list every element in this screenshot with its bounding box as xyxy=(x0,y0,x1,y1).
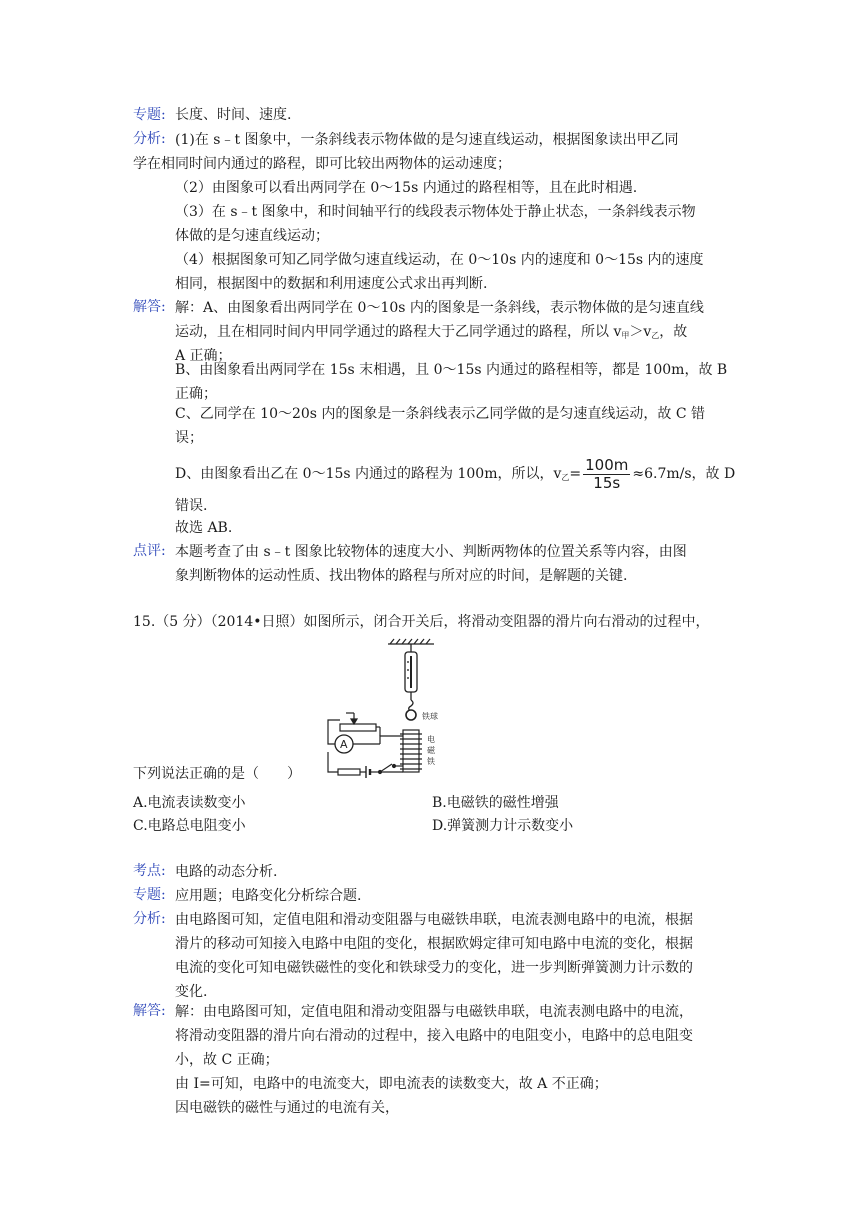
jieda-line: 由 I=可知，电路中的电流变大，即电流表的读数变大，故 A 不正确； xyxy=(175,1076,608,1092)
jieda-label: 解答: xyxy=(133,1003,166,1019)
jieda-line: 将滑动变阻器的滑片向右滑动的过程中，接入电路中的电阻变小，电路中的总电阻变 xyxy=(175,1028,693,1044)
zhuanti-label: 专题: xyxy=(133,887,166,903)
zhuanti-text: 应用题；电路变化分析综合题. xyxy=(175,888,362,904)
question-stem: 15.（5 分）（2014•日照）如图所示，闭合开关后，将滑动变阻器的滑片向右滑动的过程中， xyxy=(133,614,710,630)
jieda-line: 因电磁铁的磁性与通过的电流有关， xyxy=(175,1100,399,1116)
fenxi-line: 相同，根据图中的数据和利用速度公式求出再判断. xyxy=(175,276,488,292)
option-d: D.弹簧测力计示数变小 xyxy=(432,818,574,834)
jieda-line: 解：A、由图象看出两同学在 0～10s 内的图象是一条斜线，表示物体做的是匀速直线 xyxy=(175,300,704,316)
jieda-line: B、由图象看出两同学在 15s 末相遇，且 0～15s 内通过的路程相等，都是 100m，故 B xyxy=(175,362,728,378)
kaodian-text: 电路的动态分析. xyxy=(175,864,278,880)
fenxi-line: 体做的是匀速直线运动； xyxy=(175,228,329,244)
circuit-figure xyxy=(310,638,460,780)
jieda-line: 误； xyxy=(175,430,203,446)
jieda-line: 正确； xyxy=(175,386,217,402)
fenxi-line: 电流的变化可知电磁铁磁性的变化和铁球受力的变化，进一步判断弹簧测力计示数的 xyxy=(175,960,693,976)
fenxi-label: 分析: xyxy=(133,131,166,147)
option-b: B.电磁铁的磁性增强 xyxy=(432,795,559,811)
electromagnet-label-2: 磁 xyxy=(427,746,435,755)
electromagnet-label-1: 电 xyxy=(427,735,435,744)
fenxi-line: （4）根据图象可知乙同学做匀速直线运动，在 0～10s 内的速度和 0～15s 内的速度 xyxy=(175,252,704,268)
ammeter-label: A xyxy=(340,738,348,751)
dianping-line: 本题考查了由 s﹣t 图象比较物体的速度大小、判断两物体的位置关系等内容，由图 xyxy=(175,544,687,560)
rheostat xyxy=(340,713,380,736)
electromagnet-label-3: 铁 xyxy=(427,757,435,766)
fenxi-line: 由电路图可知，定值电阻和滑动变阻器与电磁铁串联，电流表测电路中的电流，根据 xyxy=(175,912,693,928)
electromagnet xyxy=(400,730,422,772)
jieda-line: 运动，且在相同时间内甲同学通过的路程大于乙同学通过的路程，所以 $v_甲>v_乙$，故 xyxy=(175,324,688,340)
option-a: A.电流表读数变小 xyxy=(133,795,246,811)
jieda-line: 小，故 C 正确； xyxy=(175,1052,279,1068)
jieda-line: 解：由电路图可知，定值电阻和滑动变阻器与电磁铁串联，电流表测电路中的电流， xyxy=(175,1004,693,1020)
iron-ball-label: 铁球 xyxy=(422,712,438,721)
fenxi-line: 变化. xyxy=(175,984,208,1000)
dianping-line: 象判断物体的运动性质、找出物体的路程与所对应的时间，是解题的关键. xyxy=(175,568,628,584)
zhuanti-label: 专题: xyxy=(133,107,166,123)
spring-scale xyxy=(405,644,417,711)
kaodian-label: 考点: xyxy=(133,863,166,879)
fenxi-line: （2）由图象可以看出两同学在 0～15s 内通过的路程相等，且在此时相遇. xyxy=(175,180,638,196)
jieda-line: A 正确； xyxy=(175,348,232,364)
zhuanti-text: 长度、时间、速度. xyxy=(175,107,292,123)
iron-ball xyxy=(406,710,416,720)
fraction: $\frac{100m}{15s}$ xyxy=(585,455,629,492)
jieda-line: 错误. xyxy=(175,498,208,514)
fenxi-label: 分析: xyxy=(133,911,166,927)
resistor-battery-switch xyxy=(338,764,396,778)
fenxi-line: 滑片的移动可知接入电路中电阻的变化，根据欧姆定律可知电路中电流的变化，根据 xyxy=(175,936,693,952)
jieda-label: 解答: xyxy=(133,299,166,315)
option-c: C.电路总电阻变小 xyxy=(133,818,246,834)
ceiling-hatch xyxy=(388,639,434,644)
jieda-line-formula: D、由图象看出乙在 0～15s 内通过的路程为 100m，所以，$v_乙=$ $\frac{100m}{15s}$ ≈6.7m/s，故 D xyxy=(175,455,736,492)
dianping-label: 点评: xyxy=(133,543,166,559)
jieda-line: C、乙同学在 10～20s 内的图象是一条斜线表示乙同学做的是匀速直线运动，故 C 错 xyxy=(175,406,706,422)
jieda-line: 故选 AB. xyxy=(175,520,233,536)
fenxi-line: (1)在 s﹣t 图象中，一条斜线表示物体做的是匀速直线运动，根据图象读出甲乙同 xyxy=(175,132,679,148)
question-stem-2: 下列说法正确的是（ ） xyxy=(133,766,301,782)
fenxi-line: 学在相同时间内通过的路程，即可比较出两物体的运动速度； xyxy=(133,156,511,172)
fenxi-line: （3）在 s﹣t 图象中，和时间轴平行的线段表示物体处于静止状态，一条斜线表示物 xyxy=(175,204,696,220)
